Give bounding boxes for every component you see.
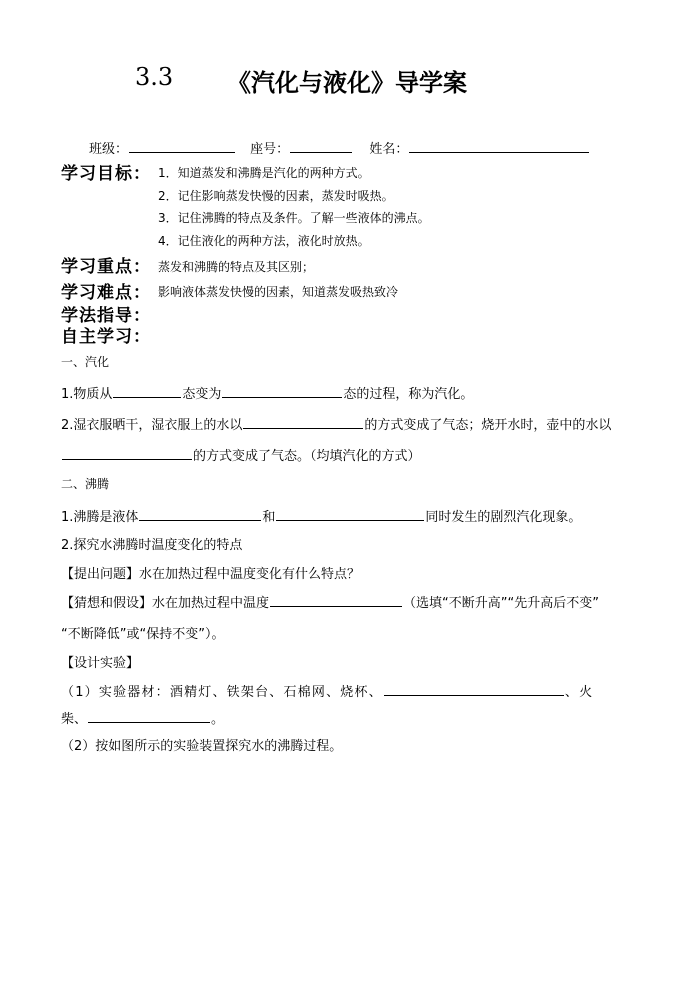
s1-q1-blank-1[interactable] [113, 384, 181, 398]
hypothesis-tag: 【猜想和假设】 [61, 596, 153, 611]
s1-q2-blank-1[interactable] [243, 415, 363, 429]
ask-question-tag: 【提出问题】 [61, 567, 140, 582]
s1-question-2-line1: 2.湿衣服晒干，湿衣服上的水以 的方式变成了气态；烧开水时，壶中的水以 [61, 414, 611, 433]
student-info-row [89, 138, 590, 157]
seat-label: 座号： [250, 142, 290, 157]
difficulties-heading: 学习难点： [61, 283, 151, 303]
goal-item-1: 1．知道蒸发和沸腾是汽化的两种方式。 [158, 166, 370, 180]
goal-item-4: 4．记住液化的两种方法，液化时放热。 [158, 234, 370, 248]
class-blank[interactable] [129, 139, 235, 153]
name-label: 姓名： [369, 142, 409, 157]
seat-blank[interactable] [290, 139, 352, 153]
s1-q2-blank-2[interactable] [62, 446, 192, 460]
equipment-blank-2[interactable] [88, 709, 210, 723]
s2-equipment-line2: 柴、 。 [61, 708, 224, 727]
goal-item-2: 2．记住影响蒸发快慢的因素，蒸发时吸热。 [158, 189, 394, 203]
goals-heading: 学习目标： [61, 164, 151, 184]
s1-question-2-line2: 的方式变成了气态。（均填汽化的方式） [61, 445, 421, 464]
equipment-blank-1[interactable] [384, 682, 564, 696]
s2-hypothesis-line1: 【猜想和假设】水在加热过程中温度 （选填“不断升高”“先升高后不变” [61, 592, 599, 611]
s2-question-2: 2.探究水沸腾时温度变化的特点 [61, 538, 243, 553]
page-title: 《汽化与液化》导学案 [227, 68, 467, 97]
goal-item-3: 3．记住沸腾的特点及条件。了解一些液体的沸点。 [158, 211, 430, 225]
key-points-text: 蒸发和沸腾的特点及其区别； [158, 260, 315, 274]
name-blank[interactable] [409, 139, 589, 153]
s2-hypothesis-line2: “不断降低”或“保持不变”）。 [61, 627, 225, 642]
key-points-heading: 学习重点： [61, 257, 151, 277]
s2-question-1: 1.沸腾是液体 和 同时发生的剧烈汽化现象。 [61, 506, 581, 525]
design-experiment-tag: 【设计实验】 [61, 656, 140, 671]
section1-title: 一、汽化 [61, 355, 110, 369]
s2-step-2: （2）按如图所示的实验装置探究水的沸腾过程。 [61, 739, 343, 754]
difficulties-text: 影响液体蒸发快慢的因素，知道蒸发吸热致冷 [158, 285, 399, 299]
s1-question-1: 1.物质从 态变为 态的过程，称为汽化。 [61, 383, 473, 402]
class-label: 班级： [89, 142, 129, 157]
section2-title: 二、沸腾 [61, 477, 110, 491]
s2-ask-question: 【提出问题】水在加热过程中温度变化有什么特点？ [61, 567, 361, 582]
s2-q1-blank-1[interactable] [139, 507, 261, 521]
method-heading: 学法指导： [61, 306, 151, 326]
hypothesis-blank[interactable] [270, 593, 402, 607]
s2-equipment-line1: （1）实验器材：酒精灯、铁架台、石棉网、烧杯、 、火 [61, 681, 593, 700]
s1-q1-blank-2[interactable] [222, 384, 342, 398]
title-number: 3.3 [135, 63, 174, 91]
s2-q1-blank-2[interactable] [276, 507, 424, 521]
self-study-heading: 自主学习： [61, 327, 151, 347]
